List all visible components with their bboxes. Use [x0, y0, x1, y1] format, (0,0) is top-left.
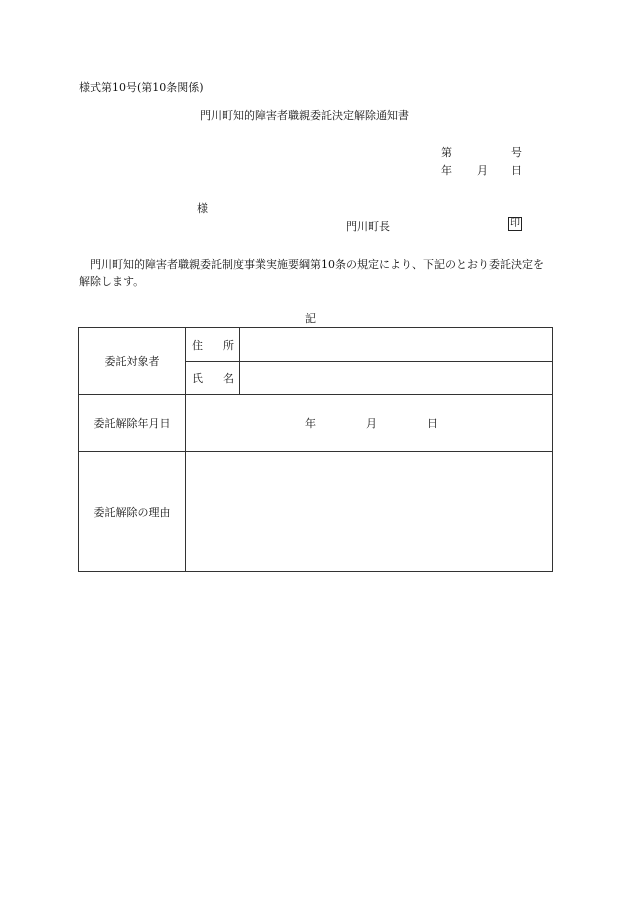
address-value-cell[interactable] — [240, 328, 553, 362]
table-row-address — [79, 328, 553, 362]
reason-label: 委託解除の理由 — [79, 452, 186, 572]
body-paragraph: 門川町知的障害者職親委託制度事業実施要綱第10条の規定により、下記のとおり委託決定を解除します。 — [79, 258, 544, 288]
subject-label: 委託対象者 — [79, 328, 186, 395]
address-label-2: 所 — [223, 338, 234, 352]
table-row-reason — [79, 452, 553, 572]
number-go: 号 — [511, 146, 522, 159]
recipient-honorific: 様 — [197, 202, 208, 215]
date-year: 年 — [441, 164, 452, 177]
date-label: 委託解除年月日 — [79, 395, 186, 452]
name-value-cell[interactable] — [240, 362, 553, 395]
table-date-year: 年 — [305, 417, 316, 430]
table-date-month: 月 — [366, 417, 377, 430]
reason-value-cell[interactable] — [186, 452, 553, 572]
detail-table — [78, 327, 553, 572]
form-number: 様式第10号(第10条関係) — [79, 81, 204, 94]
table-row-date — [79, 395, 553, 452]
address-label — [186, 328, 240, 362]
date-value-cell[interactable] — [186, 395, 553, 452]
document-title: 門川町知的障害者職親委託決定解除通知書 — [200, 109, 409, 122]
address-label-1: 住 — [192, 338, 203, 352]
name-label-1: 氏 — [192, 372, 203, 385]
table-date-day: 日 — [427, 417, 438, 430]
number-dai: 第 — [441, 146, 452, 159]
name-label — [186, 362, 240, 395]
name-label-2: 名 — [223, 372, 234, 385]
date-month: 月 — [477, 164, 488, 177]
date-day: 日 — [511, 164, 522, 177]
ki-heading: 記 — [305, 312, 316, 325]
seal-mark: 印 — [510, 218, 520, 229]
sender-title: 門川町長 — [346, 220, 390, 233]
